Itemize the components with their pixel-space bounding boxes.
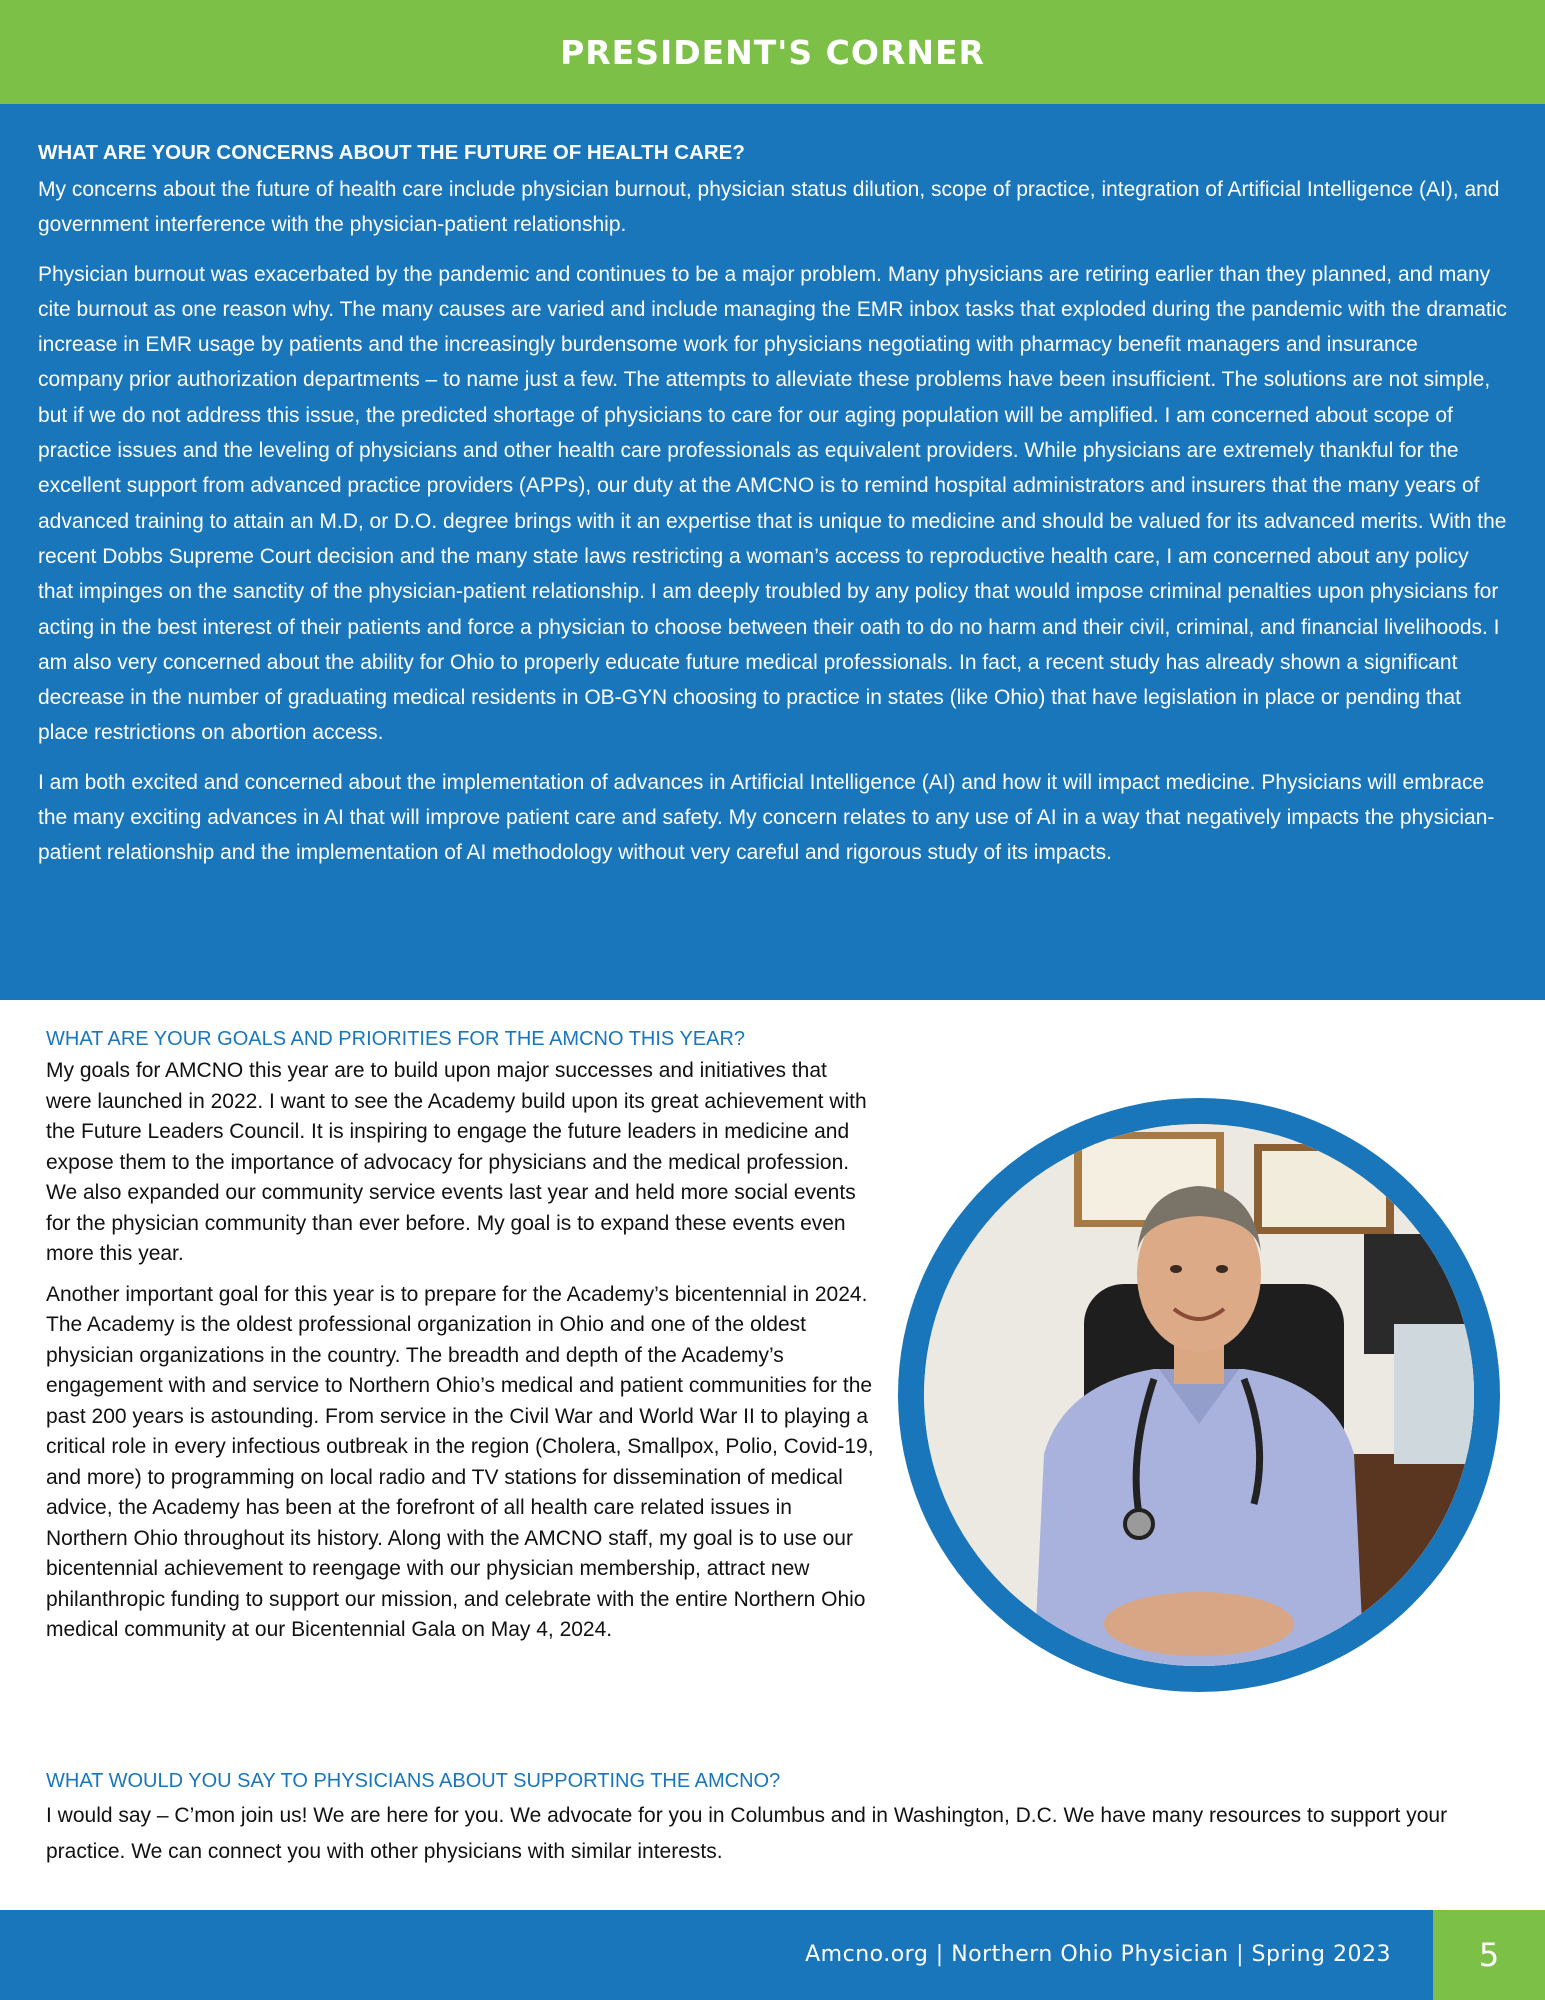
footer-credit: Amcno.org | Northern Ohio Physician | Spring 2023 (805, 1942, 1391, 1967)
concerns-paragraph-3: I am both excited and concerned about the implementation of advances in Artificial Intelligence (AI) and how it will impact medicine. Physicians will embrace the many exciting advances in AI that will improve patient care and safety. My concern relates to any use of AI in a way that negatively impacts the physician-patient relationship and the implementation of AI methodology without very careful and rigorous study of its impacts. (38, 770, 1495, 865)
goals-paragraph-1: My goals for AMCNO this year are to build upon major successes and initiatives that were launched in 2022. I want to see the Academy build upon its great achievement with the Future Leaders Council. It is inspiring to engage the future leaders in medicine and expose them to the importance of advocacy for physicians and the medical profession. We also expanded our community service events last year and held more social events for the physician community than ever before. My goal is to expand these events even more this year. (46, 1059, 867, 1265)
support-paragraph: I would say – C’mon join us! We are here for you. We advocate for you in Columbus and in Washington, D.C. We have many resources to support your practice. We can connect you with other physicians with similar interests. (46, 1804, 1448, 1863)
concerns-paragraph-2: Physician burnout was exacerbated by the pandemic and continues to be a major problem. Many physicians are retiring earlier than they planned, and many cite burnout as one reason why. The many causes are varied and include managing the EMR inbox tasks that exploded during the pandemic with the dramatic increase in EMR usage by patients and the increasingly burdensome work for physicians negotiating with pharmacy benefit managers and insurance company prior authorization departments – to name just a few. The attempts to alleviate these problems have been insufficient. The solutions are not simple, but if we do not address this issue, the predicted shortage of physicians to care for our aging population will be amplified. I am concerned about scope of practice issues and the leveling of physicians and other health care professionals as equivalent providers. While physicians are extremely thankful for the excellent support from advanced practice providers (APPs), our duty at the AMCNO is to remind hospital administrators and insurers that the many years of advanced training to attain an M.D, or D.O. degree brings with it an expertise that is unique to medicine and should be valued for its advanced merits. With the recent Dobbs Supreme Court decision and the many state laws restricting a woman’s access to reproductive health care, I am concerned about any policy that impinges on the sanctity of the physician-patient relationship. I am deeply troubled by any policy that would impose criminal penalties upon physicians for acting in the best interest of their patients and force a physician to choose between their oath to do no harm and their civil, criminal, and financial livelihoods. I am also very concerned about the ability for Ohio to properly educate future medical professionals. In fact, a recent study has already shown a significant decrease in the number of graduating medical residents in OB-GYN choosing to practice in states (like Ohio) that have legislation in place or pending that place restrictions on abortion access. (38, 262, 1507, 745)
support-question: WHAT WOULD YOU SAY TO PHYSICIANS ABOUT SUPPORTING THE AMCNO? (46, 1770, 781, 1792)
concerns-section (0, 104, 1545, 1000)
goals-question: WHAT ARE YOUR GOALS AND PRIORITIES FOR THE AMCNO THIS YEAR? (46, 1028, 746, 1050)
header-banner (0, 0, 1545, 104)
president-photo-frame (898, 1098, 1500, 1692)
footer-bar (0, 1910, 1545, 2000)
page-number: 5 (1433, 1910, 1545, 2000)
goals-section (0, 1000, 1545, 1910)
goals-paragraph-2: Another important goal for this year is to prepare for the Academy’s bicentennial in 2024. The Academy is the oldest professional organization in Ohio and one of the oldest physician organizations in the country. The breadth and depth of the Academy’s engagement with and service to Northern Ohio’s medical and patient communities for the past 200 years is astounding. From service in the Civil War and World War II to playing a critical role in every infectious outbreak in the region (Cholera, Smallpox, Polio, Covid-19, and more) to programming on local radio and TV stations for dissemination of medical advice, the Academy has been at the forefront of all health care related issues in Northern Ohio throughout its history. Along with the AMCNO staff, my goal is to use our bicentennial achievement to reengage with our physician membership, attract new philanthropic funding to support our mission, and celebrate with the entire Northern Ohio medical community at our Bicentennial Gala on May 4, 2024. (46, 1282, 874, 1641)
concerns-question: WHAT ARE YOUR CONCERNS ABOUT THE FUTURE OF HEALTH CARE? (38, 141, 745, 164)
page-title: PRESIDENT'S CORNER (560, 32, 985, 72)
president-portrait-illustration (924, 1124, 1474, 1666)
president-photo (924, 1124, 1474, 1666)
support-section (46, 1766, 1526, 1870)
concerns-paragraph-1: My concerns about the future of health care include physician burnout, physician status dilution, scope of practice, integration of Artificial Intelligence (AI), and government interference with the physician-patient relationship. (38, 178, 1500, 237)
goals-column (46, 1024, 876, 1656)
